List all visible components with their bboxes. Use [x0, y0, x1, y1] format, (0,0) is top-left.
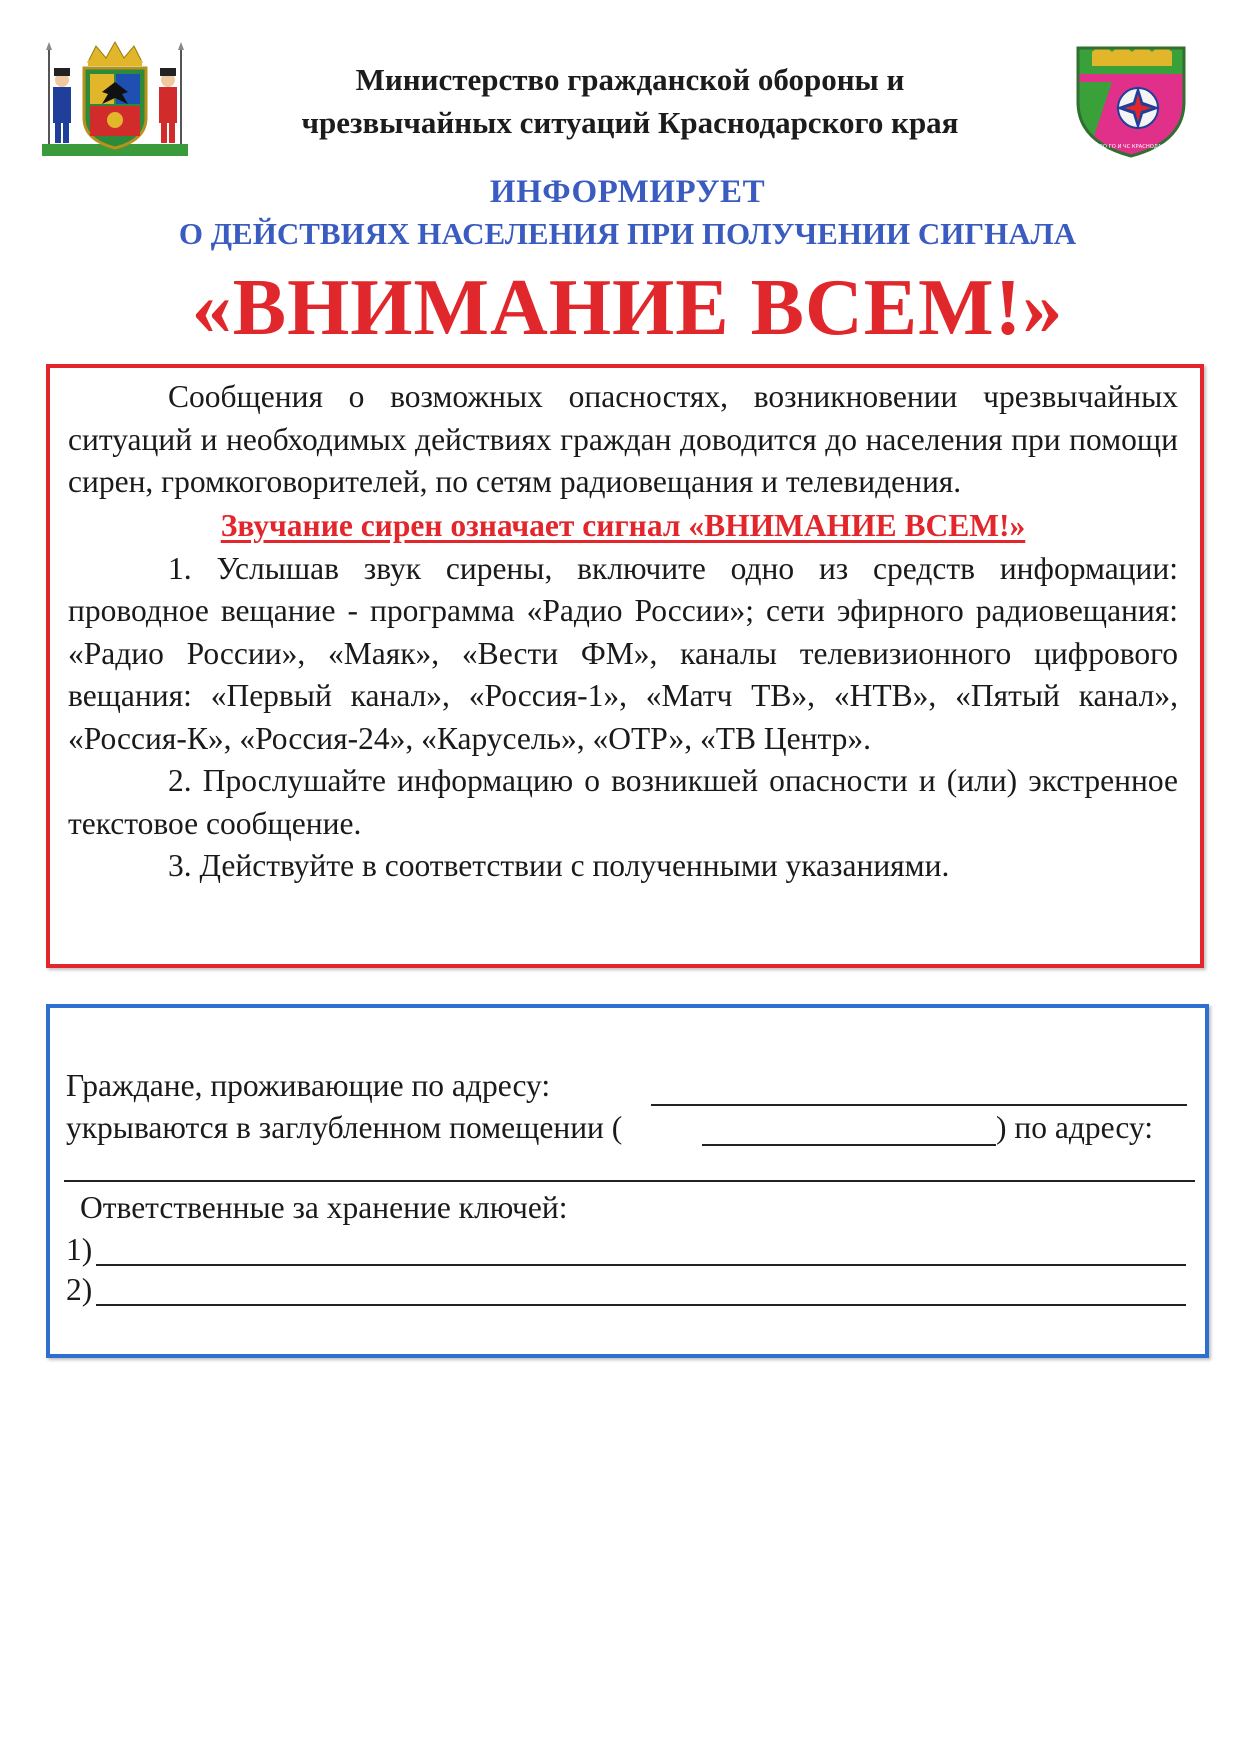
step-3: 3. Действуйте в соответствии с полученными указаниями. [168, 848, 950, 883]
emercom-emblem-icon [1063, 42, 1199, 160]
residents-address-field[interactable] [651, 1104, 1187, 1106]
intro-paragraph: Сообщения о возможных опасностях, возникновении чрезвычайных ситуаций и необходимых действиях граждан доводится до населения при помощи сирен, громкоговорителей, по сетям радиовещания и телевидения. [68, 379, 1178, 499]
shelter-type-field[interactable] [702, 1144, 996, 1146]
shelter-address-field[interactable] [64, 1180, 1195, 1182]
shelter-form-box [46, 1004, 1209, 1358]
ministry-name [200, 58, 1060, 144]
subtitle: О ДЕЙСТВИЯХ НАСЕЛЕНИЯ ПРИ ПОЛУЧЕНИИ СИГНАЛА [178, 216, 1077, 251]
keys-label: Ответственные за хранение ключей: [80, 1190, 568, 1225]
siren-signal-heading: Звучание сирен означает сигнал «ВНИМАНИЕ ВСЕМ!» [220, 507, 1026, 543]
emblem-caption: МИНИСТЕРСТВО ГО И ЧС КРАСНОДАРСКОГО КРАЯ [1063, 144, 1199, 150]
info-box [46, 364, 1204, 968]
document-header [0, 0, 1240, 170]
residents-label: Граждане, проживающие по адресу: [66, 1068, 551, 1103]
keyholder-2-field[interactable] [96, 1304, 1186, 1306]
informs-title: ИНФОРМИРУЕТ [489, 174, 766, 210]
shelter-label-start: укрываются в заглубленном помещении ( [66, 1110, 623, 1145]
shelter-label-end: ) по адресу: [996, 1110, 1154, 1145]
ministry-line-1: Министерство гражданской обороны и [355, 62, 905, 97]
signal-title: «ВНИМАНИЕ ВСЕМ!» [191, 264, 1064, 352]
keyholder-1-number: 1) [66, 1232, 93, 1267]
step-2: 2. Прослушайте информацию о возникшей опасности и (или) экстренное текстовое сообщение. [68, 763, 1178, 841]
keyholder-2-number: 2) [66, 1272, 93, 1307]
ministry-line-2: чрезвычайных ситуаций Краснодарского края [301, 105, 959, 140]
step-1: 1. Услышав звук сирены, включите одно из средств информации: проводное вещание - программа «Радио России»; сети эфирного радиовещания: «Радио России», «Маяк», «Вести ФМ», каналы телевизионного цифрового вещания: «Первый канал», «Россия-1», «Матч ТВ», «НТВ», «Пятый канал», «Россия-К», «Россия-24», «Карусель», «ОТР», «ТВ Центр». [68, 550, 1178, 756]
krasnodar-coat-of-arms-icon [40, 40, 190, 158]
keyholder-1-field[interactable] [96, 1264, 1186, 1266]
